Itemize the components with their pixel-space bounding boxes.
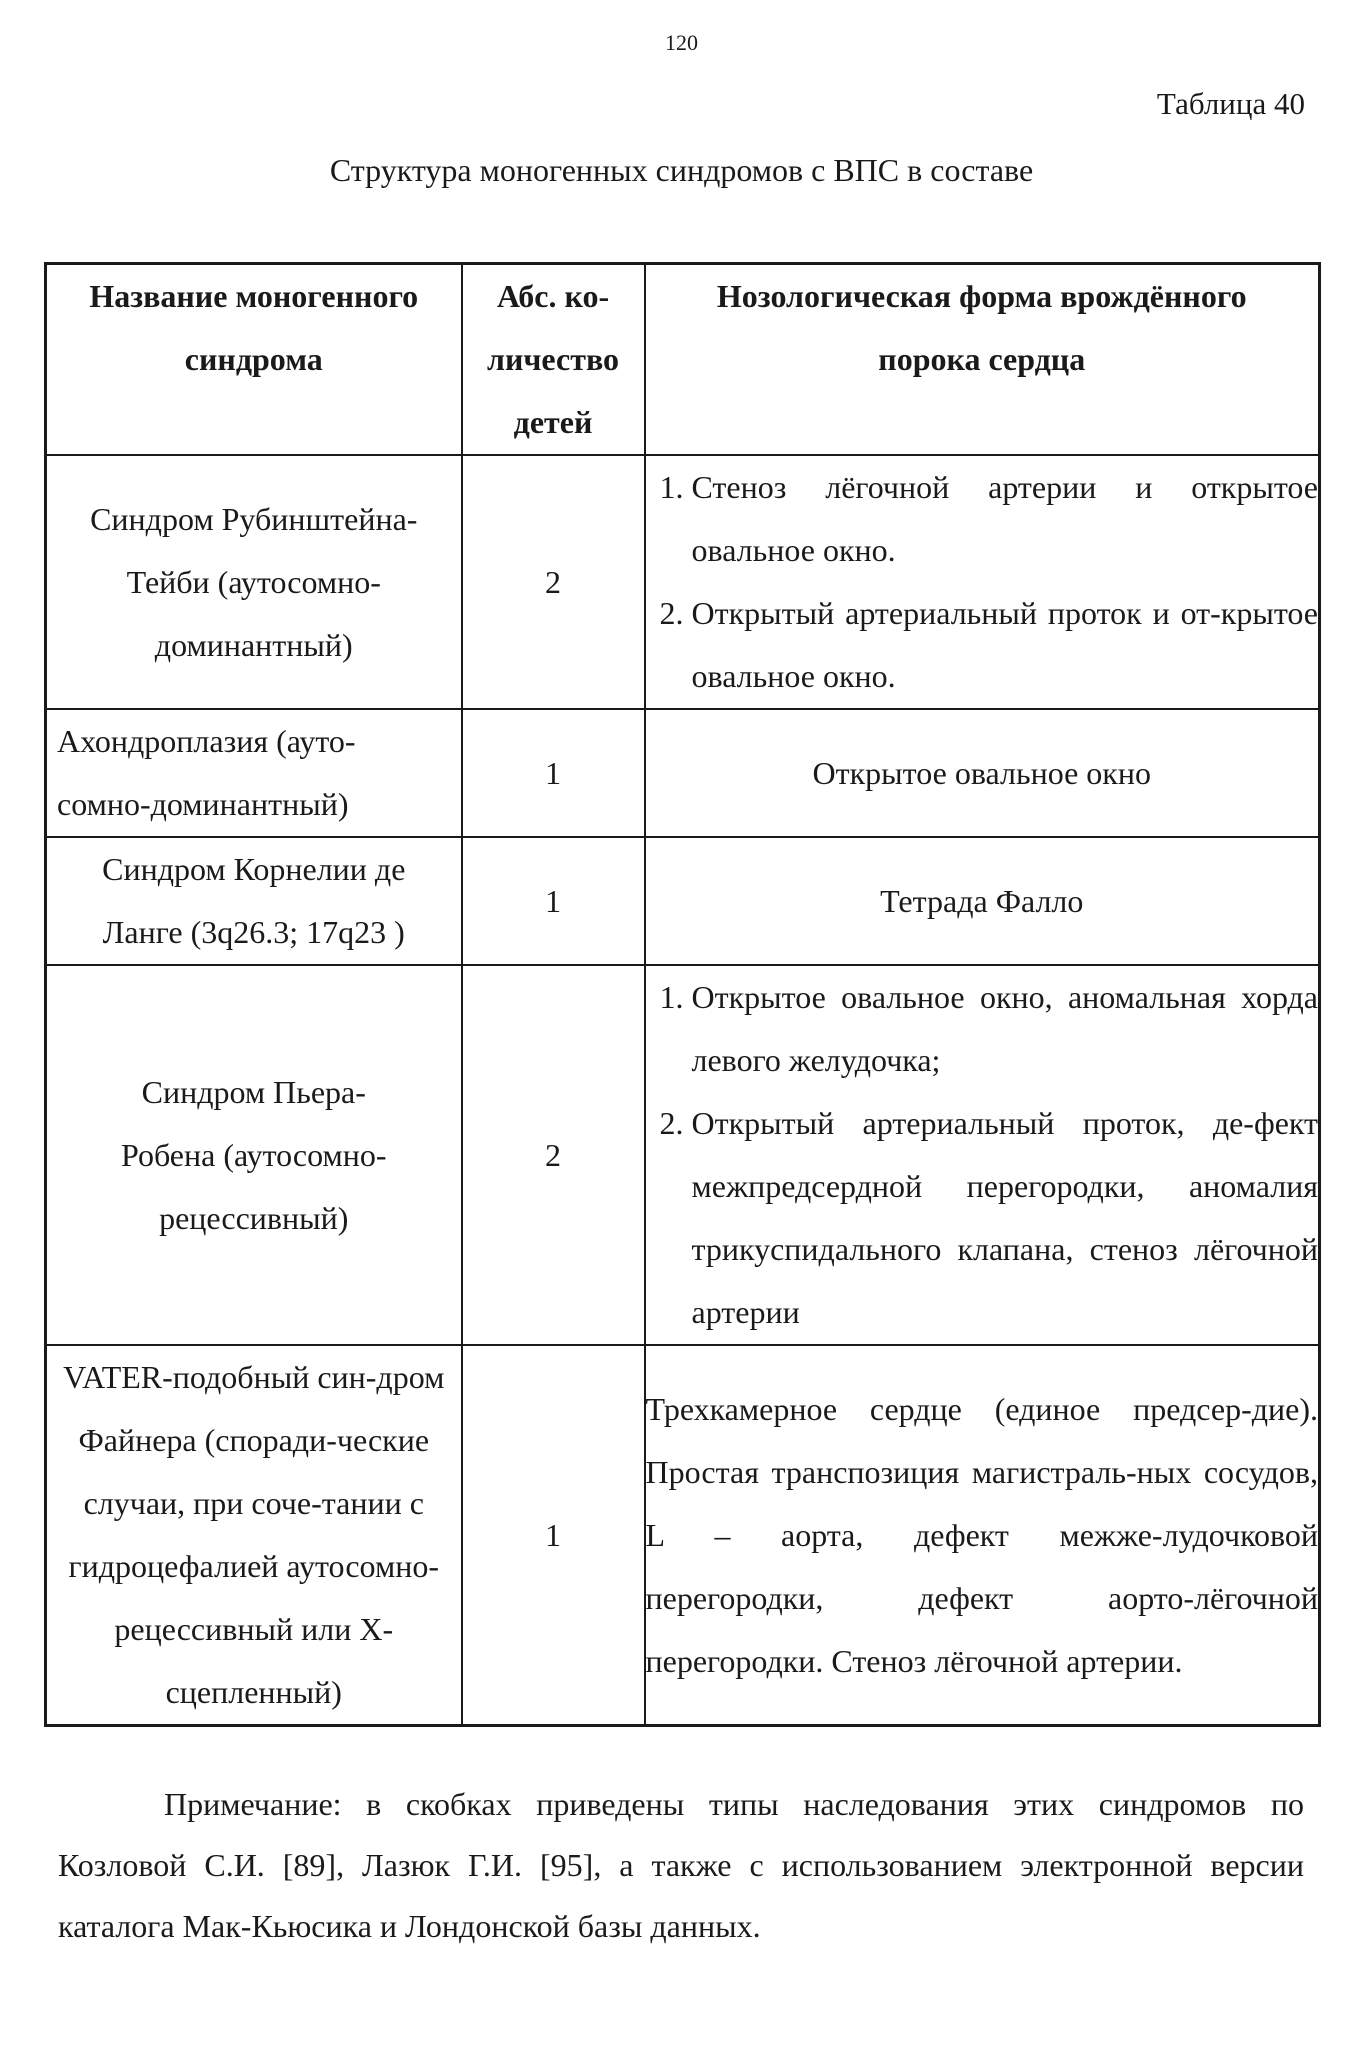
- heart-defect-cell: [645, 455, 1320, 709]
- defect-list: [646, 966, 1319, 1344]
- defect-item: 1. Открытое овальное окно, аномальная хорда левого желудочка;: [692, 966, 1319, 1092]
- table-note: Примечание: в скобках приведены типы наследования этих синдромов по Козловой С.И. [89], Лазюк Г.И. [95], а также с использованием электронной версии каталога Мак-Кьюсика и Лондонской базы данных.: [58, 1786, 1304, 1944]
- syndrome-name: Синдром Корнелии де Ланге (3q26.3; 17q23 ): [46, 837, 462, 965]
- syndrome-name: Синдром Пьера-Робена (аутосомно-рецессивный): [46, 965, 462, 1345]
- header-heart-defect: Нозологическая форма врождённого порока сердца: [645, 264, 1320, 456]
- patient-count: 1: [462, 1345, 645, 1726]
- heart-defect-cell: [645, 965, 1320, 1345]
- patient-count: 2: [462, 455, 645, 709]
- table-row: [46, 709, 1320, 837]
- heart-defect-text: Трехкамерное сердце (единое предсер-дие). Простая транспозиция магистраль-ных сосудов, L – аорта, дефект межже-лудочковой перегородки, дефект аорто-лёгочной перегородки. Стеноз лёгочной артерии.: [645, 1345, 1320, 1726]
- defect-item: 1. Стеноз лёгочной артерии и открытое овальное окно.: [692, 456, 1319, 582]
- defect-list: [646, 456, 1319, 708]
- table-title: Структура моногенных синдромов с ВПС в составе: [329, 152, 1034, 188]
- syndrome-name: Синдром Рубинштейна-Тейби (аутосомно-доминантный): [46, 455, 462, 709]
- heart-defect-text: Тетрада Фалло: [645, 837, 1320, 965]
- page-number: 120: [665, 30, 698, 55]
- defect-item: 2. Открытый артериальный проток и от-крытое овальное окно.: [692, 582, 1319, 708]
- patient-count: 2: [462, 965, 645, 1345]
- header-count: Абс. ко-личество детей: [462, 264, 645, 456]
- table-row: [46, 455, 1320, 709]
- syndromes-table: [44, 262, 1321, 1727]
- table-row: [46, 837, 1320, 965]
- defect-item: 2. Открытый артериальный проток, де-фект межпредсердной перегородки, аномалия трикуспидального клапана, стеноз лёгочной артерии: [692, 1092, 1319, 1344]
- table-label: Таблица 40: [1156, 86, 1305, 121]
- header-syndrome-name: Название моногенного синдрома: [46, 264, 462, 456]
- syndrome-name: Ахондроплазия (ауто-сомно-доминантный): [46, 709, 462, 837]
- syndrome-name: VATER-подобный син-дром Файнера (споради-ческие случаи, при соче-тании с гидроцефалией аутосомно-рецессивный или Х-сцепленный): [46, 1345, 462, 1726]
- heart-defect-text: Открытое овальное окно: [645, 709, 1320, 837]
- table-header-row: [46, 264, 1320, 456]
- patient-count: 1: [462, 709, 645, 837]
- table-row: [46, 1345, 1320, 1726]
- table-row: [46, 965, 1320, 1345]
- patient-count: 1: [462, 837, 645, 965]
